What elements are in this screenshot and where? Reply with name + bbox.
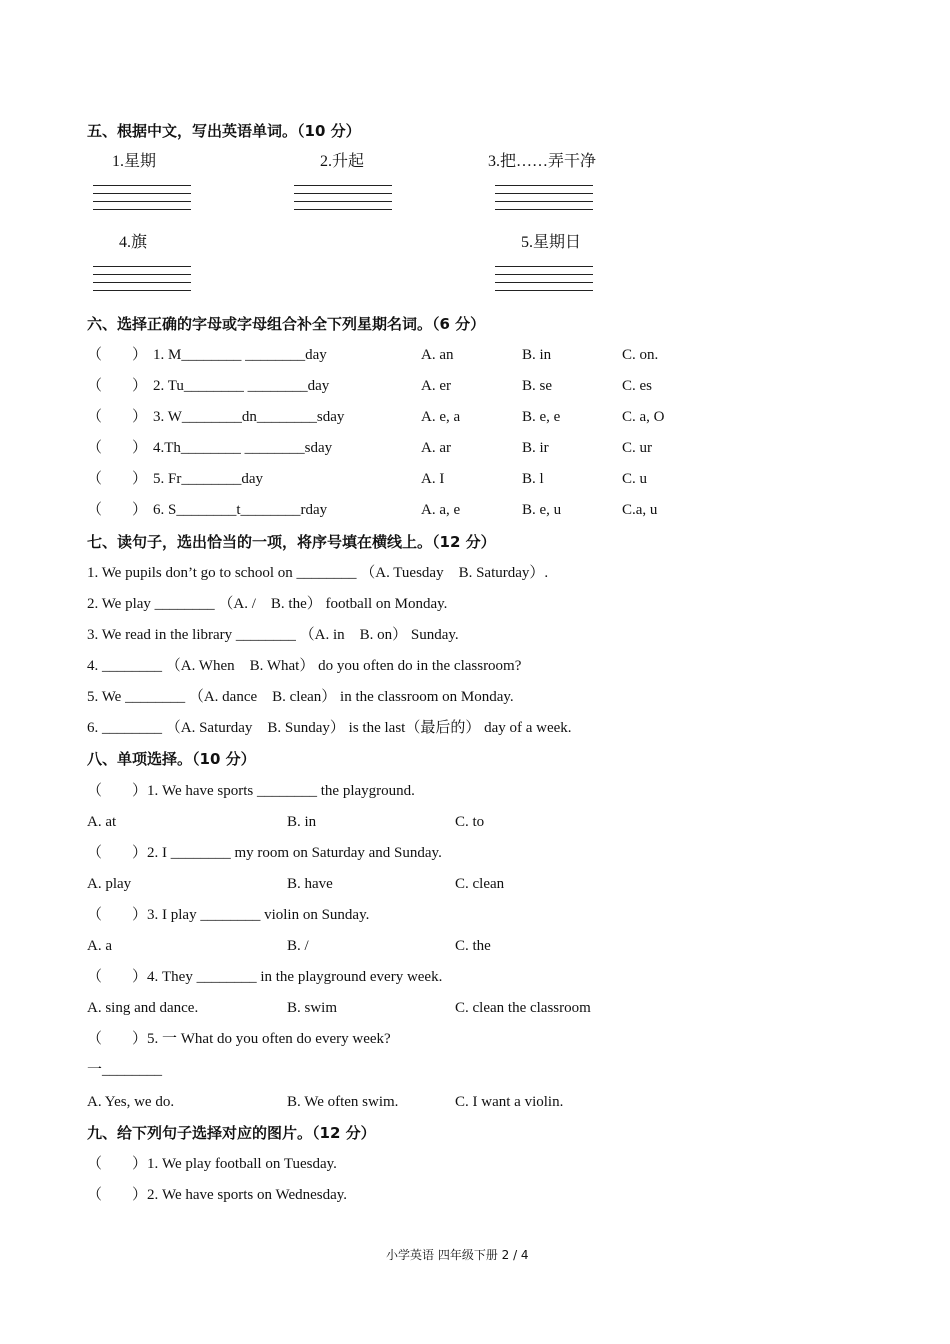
sec5-item-5: 5.星期日	[521, 234, 582, 251]
option-b: B. se	[522, 378, 552, 394]
question-text: 1. M________ ________day	[153, 347, 327, 363]
option-a: A. I	[421, 471, 445, 487]
section-8-heading: 八、单项选择。（10 分）	[87, 750, 256, 768]
answer-paren[interactable]: （ ）	[87, 347, 148, 363]
answer-paren[interactable]: （ ）	[87, 409, 148, 425]
question-text: 3. W________dn________sday	[153, 409, 345, 425]
sec5-item-2: 2.升起	[320, 153, 365, 170]
section-6-heading: 六、选择正确的字母或字母组合补全下列星期名词。（6 分）	[87, 315, 486, 333]
question-text: 5. Fr________day	[153, 471, 263, 487]
option-c: C. on.	[622, 347, 659, 363]
option-c: C. es	[622, 378, 652, 394]
option-a: A. a	[87, 938, 112, 954]
sec8-question-1: （ ）1. We have sports ________ the playground.	[87, 783, 415, 799]
sec7-line-3: 3. We read in the library ________ （A. in B. on） Sunday.	[87, 627, 459, 643]
page-footer: 小学英语 四年级下册 2 / 4	[386, 1248, 529, 1262]
sec7-line-5: 5. We ________ （A. dance B. clean） in the classroom on Monday.	[87, 689, 514, 705]
option-b: B. e, e	[522, 409, 561, 425]
option-b: B. e, u	[522, 502, 562, 518]
section-9-heading: 九、给下列句子选择对应的图片。（12 分）	[87, 1124, 376, 1142]
writing-lines-5[interactable]	[495, 266, 593, 298]
writing-lines-1[interactable]	[93, 185, 191, 217]
option-b: B. have	[287, 876, 333, 892]
sec7-line-2: 2. We play ________ （A. / B. the） football on Monday.	[87, 596, 448, 612]
sec5-item-1: 1.星期	[112, 153, 157, 170]
sec8-answer-blank[interactable]: 一________	[87, 1062, 163, 1078]
question-text: 2. Tu________ ________day	[153, 378, 330, 394]
option-c: C. ur	[622, 440, 652, 456]
sec7-line-1: 1. We pupils don’t go to school on ________ （A. Tuesday B. Saturday）.	[87, 565, 549, 581]
option-b: B. l	[522, 471, 544, 487]
option-a: A. a, e	[421, 502, 461, 518]
sec5-item-4: 4.旗	[119, 234, 148, 251]
option-c: C. to	[455, 814, 485, 830]
option-a: A. at	[87, 814, 117, 830]
writing-lines-2[interactable]	[294, 185, 392, 217]
option-b: B. in	[522, 347, 552, 363]
option-a: A. an	[421, 347, 454, 363]
sec7-line-4: 4. ________ （A. When B. What） do you often do in the classroom?	[87, 658, 522, 674]
option-c: C.a, u	[622, 502, 658, 518]
option-c: C. a, O	[622, 409, 665, 425]
sec8-question-5: （ ）5. 一 What do you often do every week?	[87, 1031, 391, 1047]
option-b: B. ir	[522, 440, 549, 456]
option-a: A. e, a	[421, 409, 461, 425]
option-a: A. er	[421, 378, 451, 394]
option-b: B. /	[287, 938, 309, 954]
sec5-item-3: 3.把……弄干净	[488, 153, 597, 170]
option-a: A. ar	[421, 440, 451, 456]
option-a: A. play	[87, 876, 132, 892]
writing-lines-4[interactable]	[93, 266, 191, 298]
question-text: 4.Th________ ________sday	[153, 440, 333, 456]
question-text: 6. S________t________rday	[153, 502, 328, 518]
answer-paren[interactable]: （ ）	[87, 502, 148, 518]
option-b: B. in	[287, 814, 317, 830]
sec8-question-4: （ ）4. They ________ in the playground every week.	[87, 969, 443, 985]
option-c: C. the	[455, 938, 491, 954]
answer-paren[interactable]: （ ）	[87, 471, 148, 487]
sec8-question-2: （ ）2. I ________ my room on Saturday and Sunday.	[87, 845, 442, 861]
answer-paren[interactable]: （ ）	[87, 378, 148, 394]
sec9-line-1: （ ）1. We play football on Tuesday.	[87, 1156, 337, 1172]
section-7-heading: 七、读句子，选出恰当的一项，将序号填在横线上。（12 分）	[87, 533, 496, 551]
sec8-question-3: （ ）3. I play ________ violin on Sunday.	[87, 907, 370, 923]
sec7-line-6: 6. ________ （A. Saturday B. Sunday） is the last（最后的） day of a week.	[87, 720, 572, 736]
option-a: A. Yes, we do.	[87, 1094, 175, 1110]
section-5-heading: 五、根据中文，写出英语单词。（10 分）	[87, 122, 361, 140]
sec9-line-2: （ ）2. We have sports on Wednesday.	[87, 1187, 348, 1203]
option-c: C. clean the classroom	[455, 1000, 591, 1016]
answer-paren[interactable]: （ ）	[87, 440, 148, 456]
option-c: C. I want a violin.	[455, 1094, 564, 1110]
option-b: B. swim	[287, 1000, 338, 1016]
option-c: C. u	[622, 471, 648, 487]
option-c: C. clean	[455, 876, 505, 892]
option-b: B. We often swim.	[287, 1094, 399, 1110]
option-a: A. sing and dance.	[87, 1000, 199, 1016]
writing-lines-3[interactable]	[495, 185, 593, 217]
